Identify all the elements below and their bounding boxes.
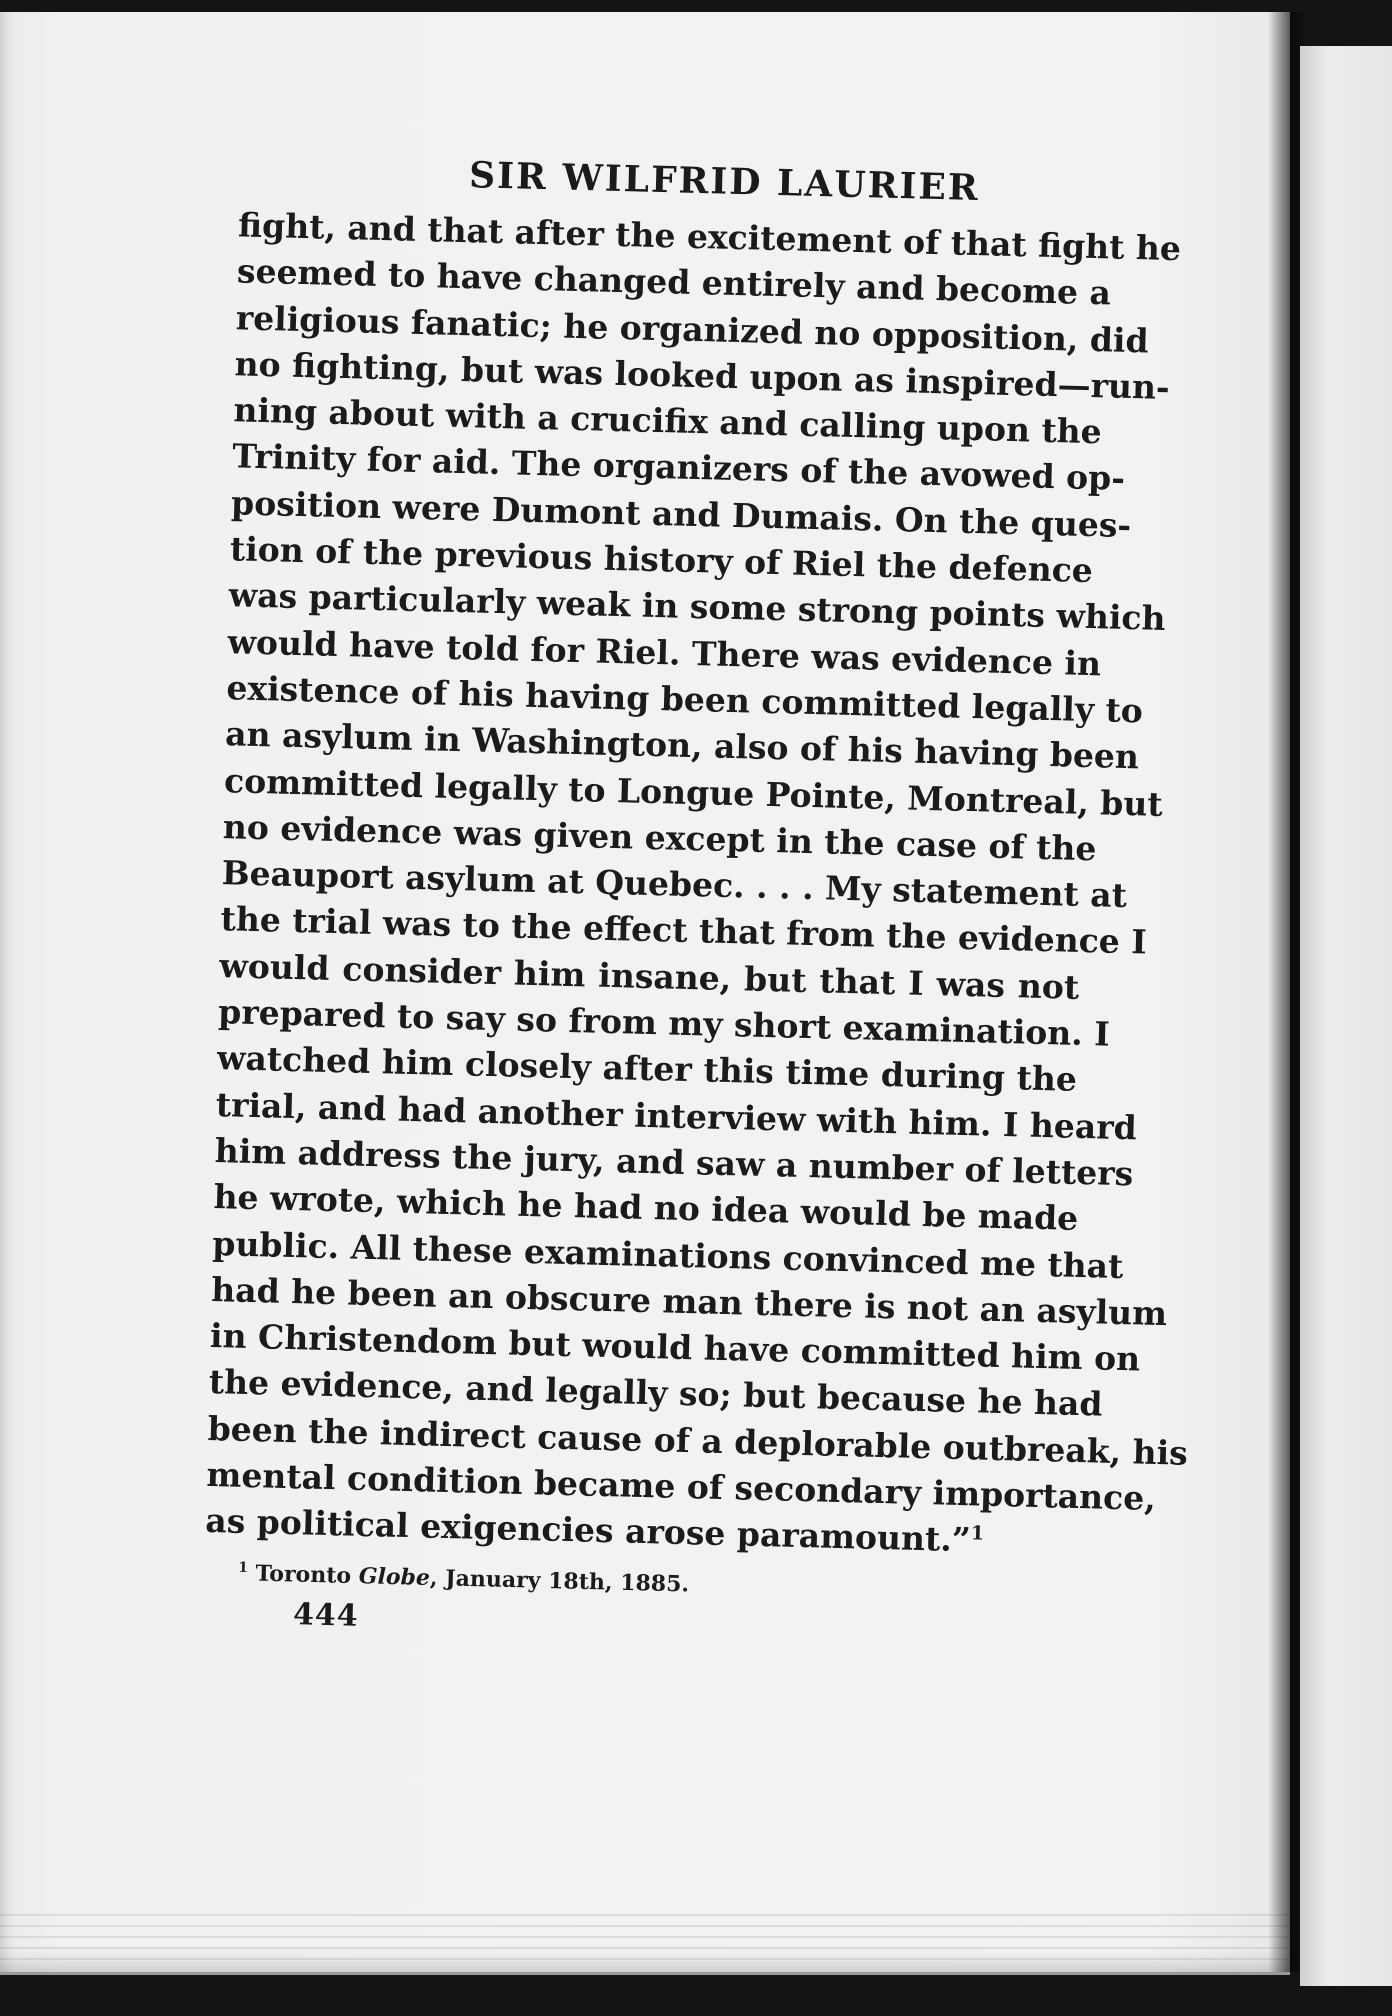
text-line: had he been an obscure man there is not an asylum — [210, 1269, 1168, 1334]
adjacent-page-edge — [1300, 46, 1392, 1986]
gutter-shadow — [1268, 12, 1304, 1972]
footnote-reference: 1 — [970, 1522, 985, 1545]
text-line: ning about with a crucifix and calling upon the — [233, 390, 1103, 452]
text-line: existence of his having been committed legally to — [226, 668, 1144, 731]
text-line: would have told for Riel. There was evidence in — [227, 621, 1102, 683]
text-line: him address the jury, and saw a number of letters — [214, 1130, 1134, 1194]
text-line: the trial was to the effect that from the evidence I — [220, 899, 1148, 963]
text-line: as political exigencies arose paramount.”$^1$ — [204, 1501, 985, 1560]
page-number: 444 — [292, 1597, 360, 1634]
text-line: mental condition became of secondary importance, — [206, 1454, 1157, 1518]
text-line: fight, and that after the excitement of that fight he — [237, 205, 1182, 269]
text-line: in Christendom but would have committed him on — [209, 1316, 1141, 1379]
running-head: SIR WILFRID LAURIER — [468, 154, 981, 210]
text-line: position were Dumont and Dumais. On the ques- — [230, 483, 1132, 545]
page-edges — [0, 1905, 1290, 1965]
text-line: tion of the previous history of Riel the defence — [229, 529, 1094, 591]
text-line: seemed to have changed entirely and become a — [236, 251, 1112, 313]
footnote-source-date: , January 18th, 1885. — [429, 1564, 690, 1598]
text-line: was particularly weak in some strong points which — [228, 575, 1166, 639]
body-text — [204, 202, 1189, 1567]
text-line: been the indirect cause of a deplorable outbreak, his — [207, 1408, 1189, 1473]
text-line: committed legally to Longue Pointe, Montreal, but — [223, 760, 1164, 824]
text-line: prepared to say so from my short examination. I — [217, 992, 1111, 1054]
text-line: an asylum in Washington, also of his having been — [224, 714, 1140, 777]
footnote-marker: 1 — [238, 1559, 249, 1576]
text-line: he wrote, which he had no idea would be made — [213, 1177, 1079, 1239]
text-line: no fighting, but was looked upon as inspired—run- — [234, 344, 1171, 407]
text-line: Trinity for aid. The organizers of the avowed op- — [231, 436, 1126, 499]
text-line: Beauport asylum at Quebec. . . . My statement at — [221, 853, 1128, 916]
footnote-source-prefix: Toronto — [255, 1560, 360, 1589]
text-line: public. All these examinations convinced me that — [211, 1223, 1124, 1286]
text-line: watched him closely after this time during the — [216, 1038, 1078, 1100]
text-line: no evidence was given except in the case of the — [222, 807, 1097, 869]
page-content — [203, 148, 1189, 1653]
text-line: religious fanatic; he organized no opposition, did — [235, 297, 1150, 360]
footnote-source-title: Globe — [358, 1562, 431, 1591]
text-line: the evidence, and legally so; but because he had — [208, 1362, 1103, 1424]
text-line: trial, and had another interview with him. I heard — [215, 1084, 1138, 1147]
text-line: would consider him insane, but that I was not — [218, 945, 1080, 1007]
